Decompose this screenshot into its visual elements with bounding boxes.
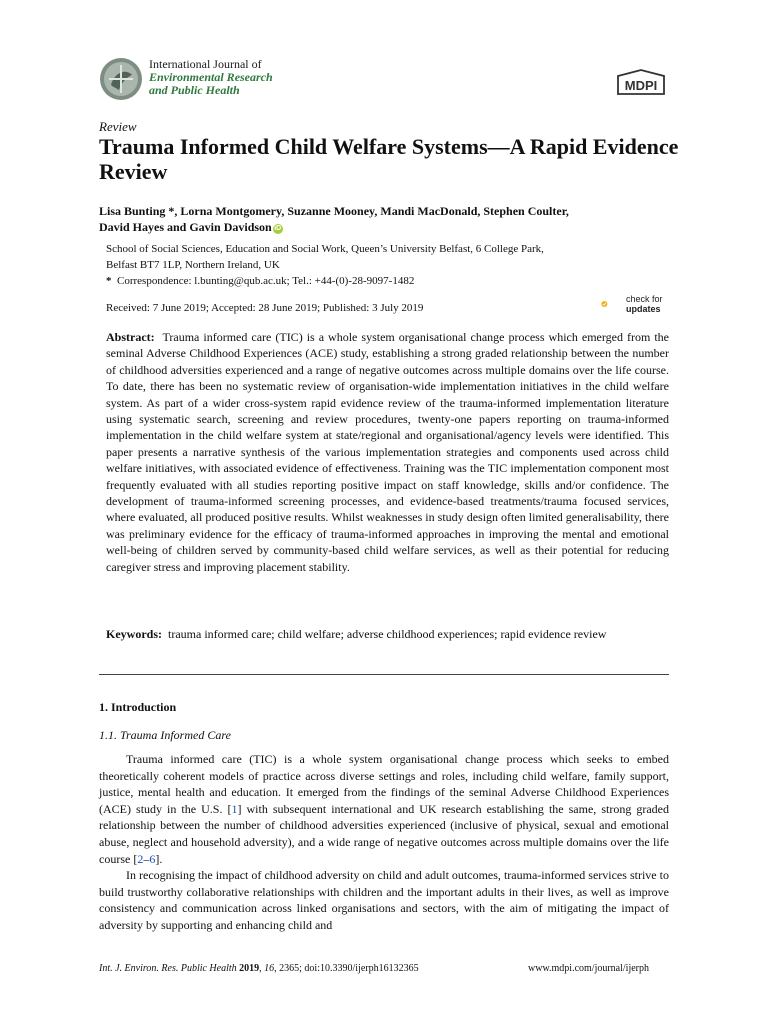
divider xyxy=(99,674,669,675)
body-text xyxy=(99,751,669,934)
affiliation xyxy=(106,241,666,289)
authors-line2-text[interactable]: David Hayes and Gavin Davidson xyxy=(99,220,272,234)
correspondence-text[interactable]: Correspondence: l.bunting@qub.ac.uk; Tel.: +44-(0)-28-9097-1482 xyxy=(117,275,415,287)
keywords xyxy=(106,626,669,642)
keywords-text: trauma informed care; child welfare; adverse childhood experiences; rapid evidence review xyxy=(168,627,607,641)
footer-journal: Int. J. Environ. Res. Public Health xyxy=(99,963,237,974)
paragraph xyxy=(99,751,669,867)
citation-link[interactable]: 2 xyxy=(137,851,144,866)
orcid-icon[interactable]: iD xyxy=(274,225,282,232)
affiliation-line2: Belfast BT7 1LP, Northern Ireland, UK xyxy=(106,259,280,271)
abstract-text: Trauma informed care (TIC) is a whole system organisational change process which emerged from the seminal Adverse Childhood Experiences (ACE) study, establishing a strong graded relationship between the number of childhood adversities experienced and a range of negative outcomes across multiple domains over the life course. To date, there has been no systematic review of organisation-wide implementation initiatives in the child welfare system. As part of a wider cross-system rapid evidence review of the trauma-informed implementation literature using systematic search, screening and review procedures, twenty-one papers reporting on trauma-informed implementation in the child welfare system at state/regional and organisational/agency levels were identified. This paper presents a narrative synthesis of the various implementation strategies and components used across child welfare initiatives, with associated evidence of effectiveness. Training was the TIC implementation component most frequently evaluated with all studies reporting positive impact on staff knowledge, skills and/or confidence. The development of trauma-informed screening processes, and evidence-based treatments/trauma focused services, where evaluated, all produced positive results. Whilst weaknesses in study design often limited generalisability, there was preliminary evidence for the efficacy of trauma-informed approaches in improving the mental and emotional well-being of children served by community-based child welfare services, as well as their potential for reducing caregiver stress and improving placement stability. xyxy=(106,330,669,574)
citation-link[interactable]: 1 xyxy=(231,801,238,816)
journal-logo-icon xyxy=(99,57,143,101)
footer-year: 2019 xyxy=(239,963,260,974)
journal-name-line2: Environmental Research xyxy=(149,70,273,84)
paragraph: In recognising the impact of childhood adversity on child and adult outcomes, trauma-informed services strive to build trustworthy collaborative relationships with children and the important adults in their lives, as well as improve consistency and communication across linked organisations and sectors, with the aim of mitigating the impact of adversity by supporting and enhancing child and xyxy=(99,868,669,932)
paragraph-text: ] with subsequent international and UK research establishing the same, strong graded relationship between the number of childhood adversities experienced (inclusive of physical, sexual and emotional abuse, neglect and household adversity), and a wide range of negative outcomes across multiple domains over the life course [ xyxy=(99,801,669,866)
footer-url[interactable]: www.mdpi.com/journal/ijerph xyxy=(528,963,649,974)
check-for-updates-label[interactable] xyxy=(626,294,663,314)
authors-line1[interactable]: Lisa Bunting *, Lorna Montgomery, Suzanne Mooney, Mandi MacDonald, Stephen Coulter, xyxy=(99,204,569,218)
journal-name[interactable] xyxy=(149,58,273,97)
updates-text: updates xyxy=(626,304,661,314)
section-heading: 1. Introduction xyxy=(99,700,177,714)
author-list xyxy=(99,203,669,235)
footer-citation: Int. J. Environ. Res. Public Health 2019, 16, 2365; doi:10.3390/ijerph16132365 xyxy=(99,963,419,974)
check-for-text: check for xyxy=(626,294,663,304)
article-type: Review xyxy=(99,119,137,134)
authors-line2 xyxy=(99,219,669,235)
footer-doi[interactable]: , 2365; doi:10.3390/ijerph16132365 xyxy=(274,963,419,974)
mdpi-logo-icon[interactable] xyxy=(614,68,668,98)
citation-link[interactable]: 6 xyxy=(149,851,156,866)
publisher-name: MDPI xyxy=(624,78,658,93)
article-title: Trauma Informed Child Welfare Systems—A Rapid Evidence Review xyxy=(99,134,679,184)
footer-volume: 16 xyxy=(264,963,275,974)
publication-dates: Received: 7 June 2019; Accepted: 28 June 2019; Published: 3 July 2019 xyxy=(106,302,424,314)
citation-range-dash: – xyxy=(143,851,150,866)
keywords-label: Keywords: xyxy=(106,627,162,641)
check-for-updates-icon[interactable] xyxy=(601,293,623,315)
subsection-heading: 1.1. Trauma Informed Care xyxy=(99,728,231,742)
paragraph-text: ]. xyxy=(155,851,163,866)
abstract xyxy=(106,329,669,575)
correspondence xyxy=(106,273,666,289)
affiliation-line1: School of Social Sciences, Education and Social Work, Queen’s University Belfast, 6 College Park, xyxy=(106,243,544,255)
abstract-label: Abstract: xyxy=(106,330,155,344)
journal-name-line1: International Journal of xyxy=(149,57,262,71)
journal-name-line3: and Public Health xyxy=(149,83,240,97)
correspondence-mark: * xyxy=(106,275,112,287)
paragraph-text: Trauma informed care (TIC) is a whole system organisational change process which seeks to embed theoretically coherent models of practice across diverse settings and roles, including child welfare, family support, justice, mental health and education. It emerged from the findings of the seminal Adverse Childhood Experiences (ACE) study in the U.S. [ xyxy=(99,752,669,816)
